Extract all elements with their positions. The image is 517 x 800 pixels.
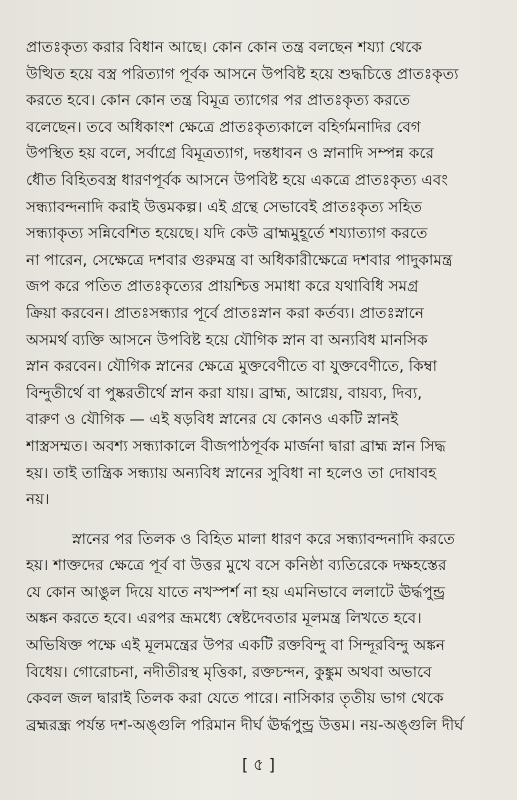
text-line: উত্থিত হয়ে বস্ত্র পরিত্যাগ পূর্বক আসনে উপবিষ্ট হয়ে শুদ্ধচিত্তে প্রাতঃকৃত্য xyxy=(26,64,459,83)
body-text xyxy=(26,34,494,738)
text-line: সন্ধ্যাকৃত্য সন্নিবেশিত হয়েছে। যদি কেউ ব্রাহ্মমুহূর্তে শয্যাত্যাগ করতে xyxy=(26,224,428,243)
text-line: স্নানের পর তিলক ও বিহিত মালা ধারণ করে সন্ধ্যাবন্দনাদি করতে xyxy=(72,529,455,548)
text-line: ক্রিয়া করবেন। প্রাতঃসন্ধ্যার পূর্বে প্রাতঃস্নান করা কর্তব্য। প্রাতঃস্নানে xyxy=(26,303,424,322)
text-line: জপ করে পতিত প্রাতঃকৃত্যের প্রায়শ্চিত্ত সমাধা করে যথাবিধি সমগ্র xyxy=(26,277,419,296)
paragraph-1 xyxy=(26,34,494,513)
text-line: বিন্দুতীর্থে বা পুষ্করতীর্থে স্নান করা যায়। ব্রাহ্ম, আগ্নেয়, বায়ব্য, দিব্য, xyxy=(26,383,423,402)
text-line: যে কোন আঙুল দিয়ে যাতে নখস্পর্শ না হয় এমনিভাবে ললাটে ঊর্দ্ধপুন্ড্র xyxy=(26,582,446,601)
text-line: বারুণ ও যৌগিক — এই ষড়বিধ স্নানের যে কোনও একটি স্নানই xyxy=(26,410,399,429)
page-number: [ ৫ ] xyxy=(241,755,276,774)
text-line: অভিষিক্ত পক্ষে এই মূলমন্ত্রের উপর একটি রক্তবিন্দু বা সিন্দূরবিন্দু অঙ্কন xyxy=(26,636,445,655)
text-line: উপস্থিত হয় বলে, সর্বাগ্রে বিমূত্রত্যাগ, দন্তধাবন ও স্নানাদি সম্পন্ন করে xyxy=(26,144,435,163)
text-line: হয়। শাক্তদের ক্ষেত্রে পূর্ব বা উত্তর মুখে বসে কনিষ্ঠা ব্যতিরেকে দক্ষহস্তের xyxy=(26,556,447,575)
text-line: নয়। xyxy=(26,490,50,509)
text-line: স্নান করবেন। যৌগিক স্নানের ক্ষেত্রে মুক্তবেণীতে বা যুক্তবেণীতে, কিম্বা xyxy=(26,357,438,376)
text-line: হয়। তাই তান্ত্রিক সন্ধ্যায় অন্যবিধ স্নানের সুবিধা না হলেও তা দোষাবহ xyxy=(26,463,437,482)
text-line: বলেছেন। তবে অধিকাংশ ক্ষেত্রে প্রাতঃকৃত্যকালে বহির্গমনাদির বেগ xyxy=(26,117,421,136)
text-line: বিধেয়। গোরোচনা, নদীতীরস্থ মৃত্তিকা, রক্তচন্দন, কুঙ্কুম অথবা অভাবে xyxy=(26,662,432,681)
text-line: অসমর্থ ব্যক্তি আসনে উপবিষ্ট হয়ে যৌগিক স্নান বা অন্যবিধ মানসিক xyxy=(26,330,428,349)
text-line: করতে হবে। কোন কোন তন্ত্র বিমূত্র ত্যাগের পর প্রাতঃকৃত্য করতে xyxy=(26,91,411,110)
text-line: না পারেন, সেক্ষেত্রে দশবার গুরুমন্ত্র বা অধিকারীক্ষেত্রে দশবার পাদুকামন্ত্র xyxy=(26,250,453,269)
text-line: প্রাতঃকৃত্য করার বিধান আছে। কোন কোন তন্ত্র বলছেন শয্যা থেকে xyxy=(26,38,422,56)
text-line: অঙ্কন করতে হবে। এরপর ভ্রূমধ্যে স্বেষ্টদেবতার মূলমন্ত্র লিখতে হবে। xyxy=(26,609,422,628)
text-line: শাস্ত্রসম্মত। অবশ্য সন্ধ্যাকালে বীজপাঠপূর্বক মার্জনা দ্বারা ব্রাহ্ম স্নান সিদ্ধ xyxy=(26,436,446,455)
text-line: ধৌত বিহিতবস্ত্র ধারণপূর্বক আসনে উপবিষ্ট হয়ে একত্রে প্রাতঃকৃত্য এবং xyxy=(26,170,448,189)
text-line: সন্ধ্যাবন্দনাদি করাই উত্তমকল্প। এই গ্রন্থে সেভাবেই প্রাতঃকৃত্য সহিত xyxy=(26,197,423,216)
text-line: কেবল জল দ্বারাই তিলক করা যেতে পারে। নাসিকার তৃতীয় ভাগ থেকে xyxy=(26,689,444,708)
paragraph-2 xyxy=(26,526,494,739)
text-line: ব্রহ্মরন্ধ্র পর্যন্ত দশ-অঙ্গুলি পরিমান দীর্ঘ ঊর্দ্ধপুন্ড্র উত্তম। নয়-অঙ্গুলি দীর্ঘ xyxy=(26,715,464,734)
